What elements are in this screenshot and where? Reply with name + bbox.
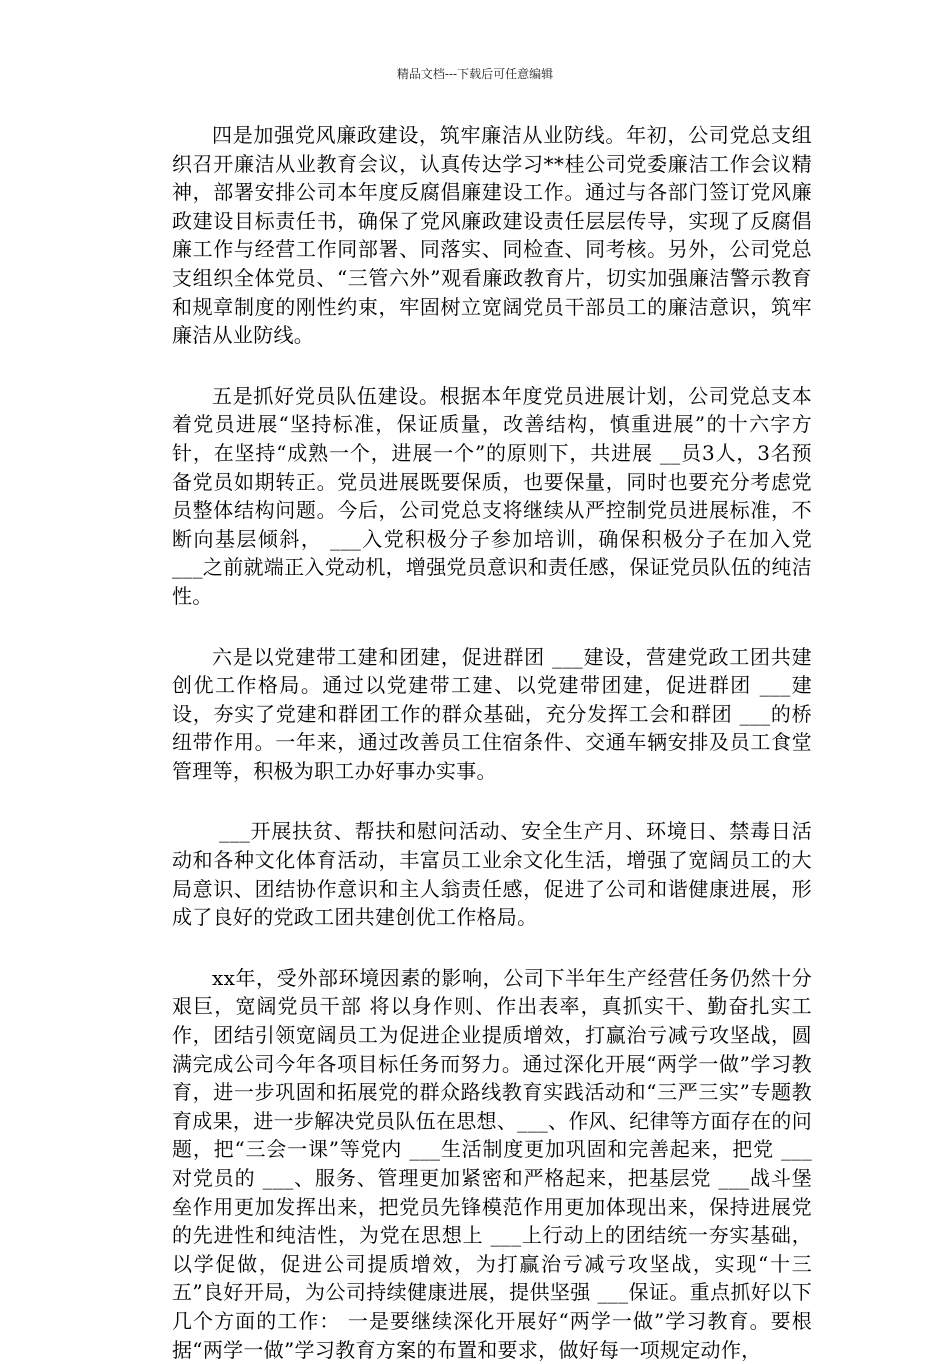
document-body <box>172 121 819 1364</box>
page-header: 精品文档---下载后可任意编辑 <box>396 67 554 81</box>
paragraph-outlook: xx年，受外部环境因素的影响，公司下半年生产经营任务仍然十分艰巨，宽阔党员干部 将以身作则、作出表率，真抓实干、勤奋扎实工作，团结引领宽阔员工为促进企业提质增效，打赢治亏减亏攻坚战，圆满完成公司今年各项目标任务而努力。通过深化开展“两学一做”学习教育，进一步巩固和拓展党的群众路线教育实践活动和“三严三实”专题教育成果，进一步解决党员队伍在思想、___、作风、纪律等方面存在的问题，把“三会一课”等党内 ___生活制度更加巩固和完善起来，把党 ___对党员的 ___、服务、管理更加紧密和严格起来，把基层党 ___战斗堡垒作用更加发挥出来，把党员先锋模范作用更加体现出来，保持进展党的先进性和纯洁性，为党在思想上 ___上行动上的团结统一夯实基础，以学促做，促进公司提质增效，为打赢治亏减亏攻坚战，实现“十三五”良好开局，为公司持续健康进展，提供坚强 ___保证。重点抓好以下几个方面的工作： 一是要继续深化开展好“两学一做”学习教育。要根据“两学一做”学习教育方案的布置和要求，做好每一项规定动作， <box>172 965 812 1362</box>
paragraph-activities: ___开展扶贫、帮扶和慰问活动、安全生产月、环境日、禁毒日活动和各种文化体育活动，丰富员工业余文化生活，增强了宽阔员工的大局意识、团结协作意识和主人翁责任感，促进了公司和谐健康进展，形成了良好的党政工团共建创优工作格局。 <box>172 819 812 930</box>
paragraph-party-conduct: 四是加强党风廉政建设，筑牢廉洁从业防线。年初，公司党总支组织召开廉洁从业教育会议，认真传达学习**桂公司党委廉洁工作会议精神，部署安排公司本年度反腐倡廉建设工作。通过与各部门签订党风廉政建设目标责任书，确保了党风廉政建设责任层层传导，实现了反腐倡廉工作与经营工作同部署、同落实、同检查、同考核。另外，公司党总支组织全体党员、“三管六外”观看廉政教育片，切实加强廉洁警示教育和规章制度的刚性约束，牢固树立宽阔党员干部员工的廉洁意识，筑牢廉洁从业防线。 <box>172 123 812 348</box>
paragraph-mass-organizations: 六是以党建带工建和团建，促进群团 ___建设，营建党政工团共建创优工作格局。通过以党建带工建、以党建带团建，促进群团 ___建设，夯实了党建和群团工作的群众基础，充分发挥工会和群团 ___的桥纽带作用。一年来，通过改善员工住宿条件、交通车辆安排及员工食堂管理等，积极为职工办好事办实事。 <box>172 644 812 783</box>
paragraph-member-team: 五是抓好党员队伍建设。根据本年度党员进展计划，公司党总支本着党员进展“坚持标准，保证质量，改善结构，慎重进展”的十六字方针，在坚持“成熟一个，进展一个”的原则下，共进展 __员3人，3名预备党员如期转正。党员进展既要保质，也要保量，同时也要充分考虑党员整体结构问题。今后，公司党总支将继续从严控制党员进展标准，不断向基层倾斜， ___入党积极分子参加培训，确保积极分子在加入党 ___之前就端正入党动机，增强党员意识和责任感，保证党员队伍的纯洁性。 <box>172 383 819 608</box>
